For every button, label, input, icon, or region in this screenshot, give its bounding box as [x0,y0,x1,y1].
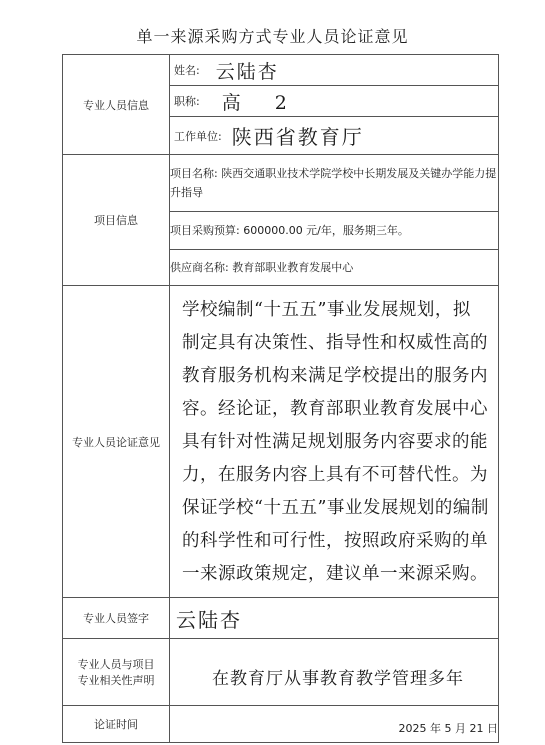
project-budget: 项目采购预算: 600000.00 元/年，服务期三年。 [170,212,499,250]
expert-info-label: 专业人员信息 [63,55,170,155]
review-time-label: 论证时间 [63,706,170,743]
opinion-handwritten: 学校编制“十五五”事业发展规划，拟 制定具有决策性、指导性和权威性高的教育服务机构来满足学校提出的服务内容。经论证，教育部职业教育发展中心具有针对性满足规划服务内容要求的能力，在服务内容上具有不可替代性。为保证学校“十五五”事业发展规划的编制的科学性和可行性，按照政府采购的单一来源政策规定，建议单一来源采购。 [182,300,489,584]
title-row [170,86,499,117]
project-name: 项目名称: 陕西交通职业技术学院学校中长期发展及关键办学能力提升指导 [170,155,499,212]
form-table [62,54,499,743]
relevance-cell [170,639,499,706]
project-info-label: 项目信息 [63,155,170,286]
unit-handwritten: 陕西省教育厅 [231,125,364,149]
name-label: 姓名: [174,64,200,77]
supplier-name: 供应商名称: 教育部职业教育发展中心 [170,250,499,286]
relevance-label-line1: 专业人员与项目 [77,658,155,671]
unit-row [170,117,499,155]
signature-handwritten: 云陆杏 [176,607,242,632]
signature-cell [170,598,499,639]
signature-label: 专业人员签字 [63,598,170,639]
relevance-handwritten: 在教育厅从事教育教学管理多年 [212,668,464,689]
review-time-value: 2025 年 5 月 21 日 [170,706,499,743]
opinion-cell [170,286,499,598]
unit-label: 工作单位: [174,129,222,143]
relevance-label-line2: 专业相关性声明 [77,674,155,687]
document-title: 单一来源采购方式专业人员论证意见 [136,27,409,46]
relevance-label [63,639,170,706]
title-label: 职称: [174,95,200,108]
name-handwritten: 云陆杏 [215,60,279,83]
opinion-label: 专业人员论证意见 [63,286,170,598]
title-handwritten: 高 2 [221,91,301,114]
name-row [170,55,499,86]
